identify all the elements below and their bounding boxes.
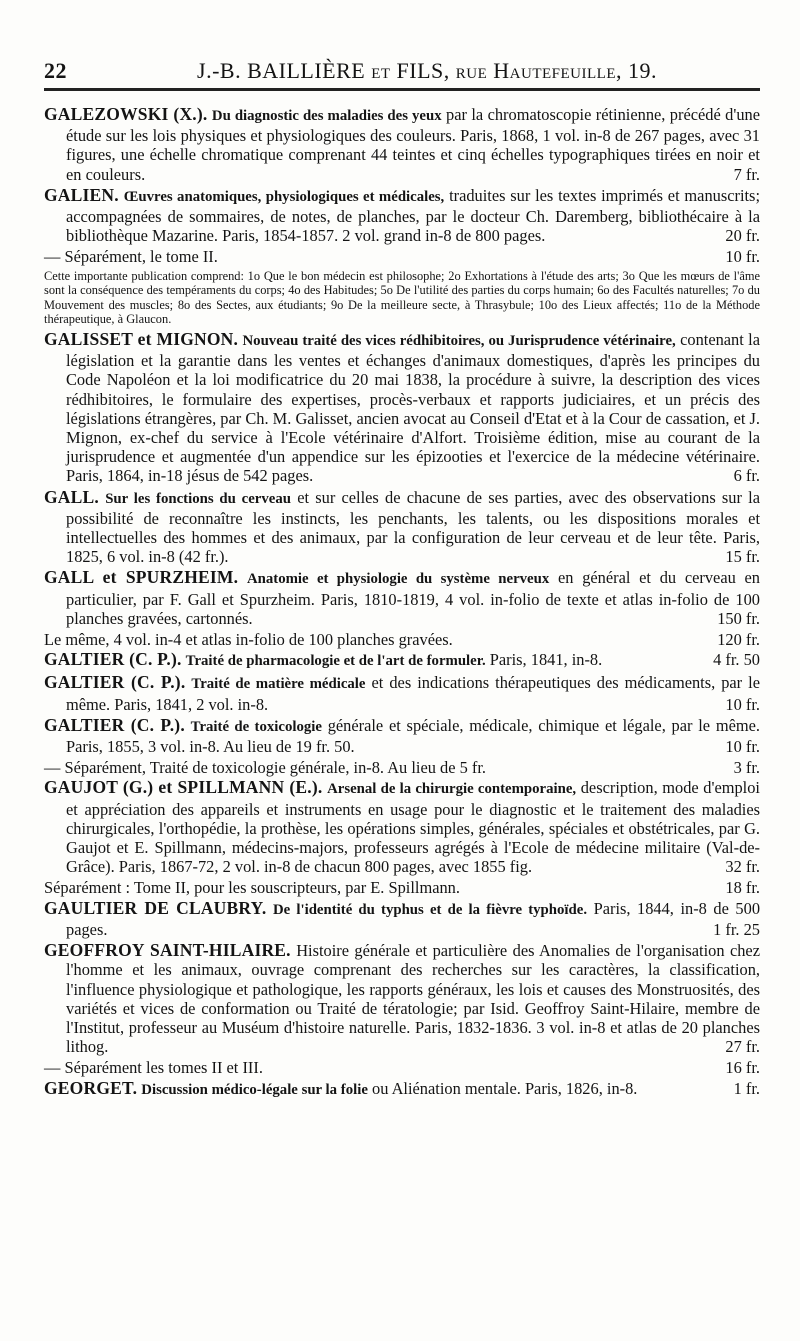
entry-description: Histoire générale et particulière des Anomalies de l'organisation chez l'homme et les animaux, ouvrage comprenant des recherches sur les caractères, la classification, l'influence physiologique et pathologique, les rapports généraux, les lois et causes des Monstruosités, des variétés et vices de conformation ou Traité de tératologie; par Isid. Geoffroy Saint-Hilaire, membre de l'Institut, professeur au Muséum d'histoire naturelle. Paris, 1832-1836. 3 vol. in-8 et atlas de 20 planches lithog. [66, 941, 760, 1057]
entry-work-title: Nouveau traité des vices rédhibitoires, ou Jurisprudence vétérinaire, [242, 333, 676, 349]
entry-price: 4 fr. 50 [713, 650, 760, 670]
entry-work-title: Arsenal de la chirurgie contemporaine, [327, 781, 577, 798]
entry-price: 10 fr. [725, 737, 760, 757]
entry-price: 10 fr. [725, 694, 760, 714]
page-number: 22 [44, 58, 67, 83]
entry-price: 7 fr. [733, 164, 760, 184]
entry-price: 20 fr. [725, 226, 760, 246]
entry-author: GEOFFROY SAINT-HILAIRE. [44, 940, 291, 961]
entry-work-title: Traité de matière médicale [191, 676, 366, 693]
entry-price: 32 fr. [725, 857, 760, 877]
running-title: J.-B. BAILLIÈRE et FILS, rue Hautefeuille, 19. [197, 58, 657, 83]
entry-author: GALIEN. [44, 184, 119, 205]
entry-description: traduites sur les textes imprimés et manuscrits; accompagnées de sommaires, de notes, de planches, par le docteur Ch. Daremberg, bibliothécaire à la bibliothèque Mazarine. Paris, 1854-1857. 2 vol. grand in-8 de 800 pages. [66, 185, 760, 246]
entry-price: 27 fr. [725, 1037, 760, 1057]
entry-price: 10 fr. [725, 247, 760, 267]
entry-author: GALTIER (C. P.). [44, 649, 182, 670]
entry-author: GAULTIER DE CLAUBRY. [44, 897, 267, 918]
page-header [44, 58, 760, 91]
entry-price: 18 fr. [725, 878, 760, 898]
catalog-entry [44, 941, 760, 1056]
entry-price: 6 fr. [733, 466, 760, 486]
entry-description: Paris, 1841, in-8. [489, 650, 603, 670]
catalog-entry [44, 1079, 760, 1100]
entry-price: 120 fr. [717, 630, 760, 650]
entry-price: 15 fr. [725, 547, 760, 567]
entry-subitem [44, 878, 760, 897]
entry-author: GEORGET. [44, 1077, 138, 1098]
entry-work-title: Traité de pharmacologie et de l'art de formuler. [185, 653, 486, 670]
entry-work-title: Traité de toxicologie [190, 718, 322, 735]
entry-work-title: Discussion médico-légale sur la folie [141, 1081, 368, 1098]
entry-description: par la chromatoscopie rétinienne, précédé d'une étude sur les lois physiques et physiologiques des couleurs. Paris, 1868, 1 vol. in-8 de 267 pages, avec 31 figures, une échelle chromatique comprenant 44 teintes et cinq échelles typographiques tirées en noir et en couleurs. [66, 105, 760, 184]
entry-description: contenant la législation et la garantie dans les ventes et échanges d'animaux domestiques, d'après les principes du Code Napoléon et la loi modificatrice du 20 mai 1838, la procédure à suivre, la description des vices rédhibitoires, le formulaire des expertises, procès-verbaux et rapports judiciaires, et un précis des législations étrangères, par Ch. M. Galisset, ancien avocat au Conseil d'Etat et à la Cour de cassation, et J. Mignon, ex-chef du service à l'Ecole vétérinaire d'Alfort. Troisième édition, mise au courant de la jurisprudence et augmentée d'un appendice sur les épizooties et l'exercice de la médecine vétérinaire. Paris, 1864, in-18 jésus de 542 pages. [66, 330, 760, 486]
catalog-entry [44, 673, 760, 713]
entry-work-title: Sur les fonctions du cerveau [105, 490, 291, 507]
catalog-entry [44, 899, 760, 939]
entry-subitem [44, 630, 760, 649]
entry-author: GAUJOT (G.) et SPILLMANN (E.). [44, 777, 323, 798]
catalog-entry [44, 186, 760, 246]
entry-description: et sur celles de chacune de ses parties, avec des observations sur la possibilité de reconnaître les instincts, les penchants, les talents, ou les dispositions morales et intellectuelles des hommes et des animaux, par la configuration de leur cerveau et de leur tête. Paris, 1825, 6 vol. in-8 (42 fr.). [66, 487, 760, 567]
entry-price: 1 fr. [733, 1078, 760, 1098]
subitem-text: — Séparément, le tome II. [44, 247, 218, 267]
catalog-entry [44, 778, 760, 876]
catalog-entry [44, 105, 760, 184]
entry-work-title: De l'identité du typhus et de la fièvre typhoïde. [272, 901, 588, 918]
entry-description: ou Aliénation mentale. Paris, 1826, in-8. [372, 1078, 638, 1098]
entry-description: en général et du cerveau en particulier, par F. Gall et Spurzheim. Paris, 1810-1819, 4 vol. in-folio de texte et atlas in-folio de 100 planches gravées, cartonnés. [66, 568, 761, 628]
entry-author: GALTIER (C. P.). [44, 714, 185, 735]
entry-author: GALTIER (C. P.). [44, 672, 186, 693]
entry-price: 3 fr. [733, 758, 760, 778]
entry-description: Paris, 1844, in-8 de 500 pages. [66, 898, 761, 939]
entry-work-title: Du diagnostic des maladies des yeux [211, 108, 442, 124]
entry-note: Cette importante publication comprend: 1o Que le bon médecin est philosophe; 2o Exhortations à l'étude des arts; 3o Que les mœurs de l'âme sont la conséquence des tempéraments du corps; 4o des Habitudes; 5o De l'utilité des parties du corps humain; 6o des Facultés naturelles; 7o du Mouvement des muscles; 8o des Sectes, aux étudiants; 9o De la meilleure secte, à Thrasybule; 10o des Lieux affectés; 11o de la Méthode thérapeutique, à Glaucon. [44, 268, 760, 327]
entry-price: 1 fr. 25 [713, 919, 760, 939]
entry-description: description, mode d'emploi et appréciation des appareils et instruments en usage pour le diagnostic et le traitement des maladies chirurgicales, l'orthopédie, la prothèse, les opérations simples, générales, spéciales et obstétricales, par G. Gaujot et E. Spillmann, médecins-majors, professeurs agrégés à l'Ecole de médecine militaire (Val-de-Grâce). Paris, 1867-72, 2 vol. in-8 de chacun 800 pages, avec 1855 fig. [66, 778, 760, 877]
entry-author: GALL. [44, 486, 99, 507]
catalog-entry [44, 330, 760, 486]
catalog-entry [44, 488, 760, 567]
entry-description: et des indications thérapeutiques des médicaments, par le même. Paris, 1841, 2 vol. in-8. [66, 673, 760, 714]
entry-work-title: Anatomie et physiologie du système nerveux [246, 571, 550, 588]
entry-subitem [44, 247, 760, 266]
catalog-entry [44, 568, 760, 628]
entry-price: 16 fr. [725, 1058, 760, 1078]
entry-author: GALISSET et MIGNON. [44, 329, 239, 349]
entry-subitem [44, 758, 760, 777]
entry-description: générale et spéciale, médicale, chimique et légale, par le même. Paris, 1855, 3 vol. in-8. Au lieu de 19 fr. 50. [66, 715, 760, 757]
catalog-entry [44, 650, 760, 671]
subitem-text: — Séparément, Traité de toxicologie générale, in-8. Au lieu de 5 fr. [44, 758, 486, 778]
entry-price: 150 fr. [717, 608, 760, 628]
catalog-entries [44, 105, 760, 1100]
entry-subitem [44, 1058, 760, 1077]
subitem-text: — Séparément les tomes II et III. [44, 1058, 263, 1078]
subitem-text: Séparément : Tome II, pour les souscripteurs, par E. Spillmann. [44, 878, 460, 898]
entry-author: GALL et SPURZHEIM. [44, 567, 239, 588]
subitem-text: Le même, 4 vol. in-4 et atlas in-folio de 100 planches gravées. [44, 630, 453, 650]
entry-work-title: Œuvres anatomiques, physiologiques et médicales, [123, 188, 445, 205]
catalog-entry [44, 716, 760, 756]
entry-author: GALEZOWSKI (X.). [44, 104, 208, 124]
